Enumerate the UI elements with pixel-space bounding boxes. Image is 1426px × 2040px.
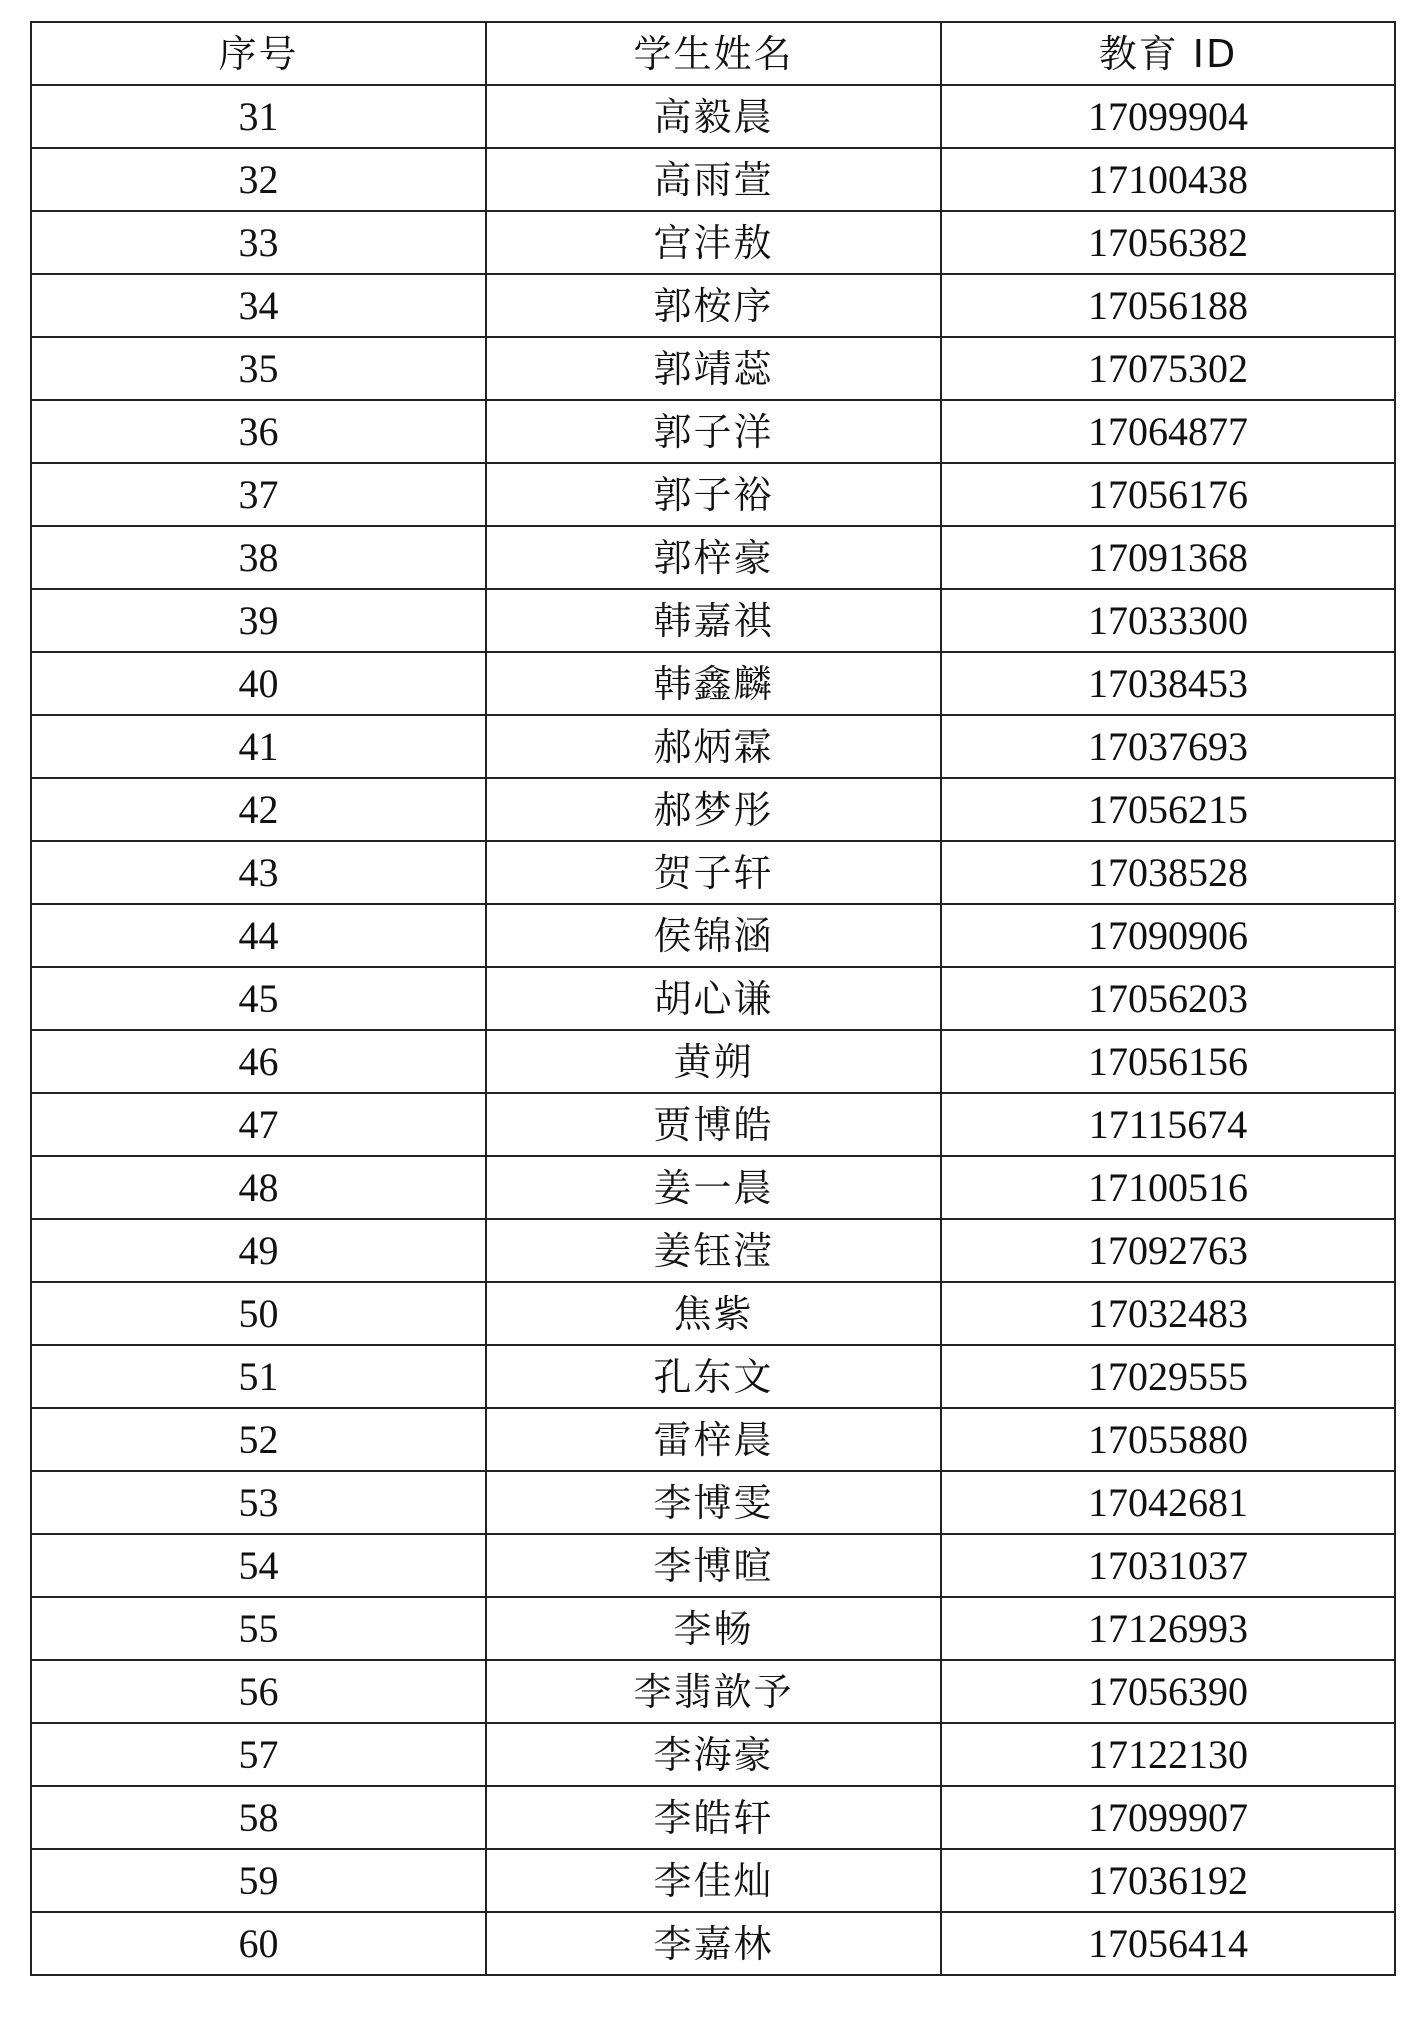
table-row bbox=[31, 967, 1395, 1030]
index-cell: 35 bbox=[31, 337, 486, 400]
table-row bbox=[31, 778, 1395, 841]
index-cell: 56 bbox=[31, 1660, 486, 1723]
table-row bbox=[31, 1723, 1395, 1786]
student-name-cell: 李畅 bbox=[486, 1597, 941, 1660]
index-cell: 33 bbox=[31, 211, 486, 274]
index-cell: 40 bbox=[31, 652, 486, 715]
index-cell: 43 bbox=[31, 841, 486, 904]
student-name-cell: 黄朔 bbox=[486, 1030, 941, 1093]
table-body bbox=[31, 85, 1395, 1975]
index-cell: 39 bbox=[31, 589, 486, 652]
education-id-cell: 17100516 bbox=[941, 1156, 1395, 1219]
student-name-cell: 李博雯 bbox=[486, 1471, 941, 1534]
index-cell: 54 bbox=[31, 1534, 486, 1597]
index-cell: 55 bbox=[31, 1597, 486, 1660]
education-id-cell: 17056176 bbox=[941, 463, 1395, 526]
education-id-cell: 17031037 bbox=[941, 1534, 1395, 1597]
index-cell: 53 bbox=[31, 1471, 486, 1534]
student-name-cell: 高毅晨 bbox=[486, 85, 941, 148]
table-row bbox=[31, 589, 1395, 652]
student-name-cell: 李嘉林 bbox=[486, 1912, 941, 1975]
column-header-education-id: 教育 ID bbox=[941, 22, 1395, 85]
index-cell: 47 bbox=[31, 1093, 486, 1156]
education-id-cell: 17055880 bbox=[941, 1408, 1395, 1471]
education-id-cell: 17056188 bbox=[941, 274, 1395, 337]
table-row bbox=[31, 652, 1395, 715]
education-id-cell: 17056203 bbox=[941, 967, 1395, 1030]
student-name-cell: 郭桉序 bbox=[486, 274, 941, 337]
education-id-cell: 17036192 bbox=[941, 1849, 1395, 1912]
table-row bbox=[31, 1849, 1395, 1912]
index-cell: 60 bbox=[31, 1912, 486, 1975]
student-name-cell: 贺子轩 bbox=[486, 841, 941, 904]
index-cell: 51 bbox=[31, 1345, 486, 1408]
table-row bbox=[31, 1660, 1395, 1723]
index-cell: 41 bbox=[31, 715, 486, 778]
table-row bbox=[31, 148, 1395, 211]
index-cell: 52 bbox=[31, 1408, 486, 1471]
index-cell: 31 bbox=[31, 85, 486, 148]
student-name-cell: 李博暄 bbox=[486, 1534, 941, 1597]
table-row bbox=[31, 463, 1395, 526]
index-cell: 48 bbox=[31, 1156, 486, 1219]
education-id-cell: 17091368 bbox=[941, 526, 1395, 589]
student-name-cell: 侯锦涵 bbox=[486, 904, 941, 967]
student-name-cell: 郭子洋 bbox=[486, 400, 941, 463]
table-row bbox=[31, 85, 1395, 148]
education-id-cell: 17099904 bbox=[941, 85, 1395, 148]
index-cell: 46 bbox=[31, 1030, 486, 1093]
education-id-cell: 17056414 bbox=[941, 1912, 1395, 1975]
index-cell: 32 bbox=[31, 148, 486, 211]
table-row bbox=[31, 841, 1395, 904]
table-row bbox=[31, 1219, 1395, 1282]
education-id-cell: 17075302 bbox=[941, 337, 1395, 400]
student-name-cell: 姜钰滢 bbox=[486, 1219, 941, 1282]
table-row bbox=[31, 1471, 1395, 1534]
education-id-cell: 17126993 bbox=[941, 1597, 1395, 1660]
index-cell: 58 bbox=[31, 1786, 486, 1849]
column-header-index: 序号 bbox=[31, 22, 486, 85]
education-id-cell: 17038453 bbox=[941, 652, 1395, 715]
table-row bbox=[31, 1345, 1395, 1408]
student-name-cell: 郭子裕 bbox=[486, 463, 941, 526]
student-name-cell: 焦紫 bbox=[486, 1282, 941, 1345]
education-id-cell: 17099907 bbox=[941, 1786, 1395, 1849]
student-name-cell: 宫沣敖 bbox=[486, 211, 941, 274]
table-row bbox=[31, 274, 1395, 337]
education-id-cell: 17056156 bbox=[941, 1030, 1395, 1093]
education-id-cell: 17100438 bbox=[941, 148, 1395, 211]
student-name-cell: 高雨萱 bbox=[486, 148, 941, 211]
education-id-cell: 17033300 bbox=[941, 589, 1395, 652]
index-cell: 57 bbox=[31, 1723, 486, 1786]
student-name-cell: 贾博皓 bbox=[486, 1093, 941, 1156]
table-row bbox=[31, 1093, 1395, 1156]
education-id-cell: 17056215 bbox=[941, 778, 1395, 841]
student-name-cell: 郭梓豪 bbox=[486, 526, 941, 589]
table-row bbox=[31, 337, 1395, 400]
student-name-cell: 孔东文 bbox=[486, 1345, 941, 1408]
student-name-cell: 雷梓晨 bbox=[486, 1408, 941, 1471]
education-id-cell: 17115674 bbox=[941, 1093, 1395, 1156]
education-id-cell: 17042681 bbox=[941, 1471, 1395, 1534]
table-row bbox=[31, 1282, 1395, 1345]
column-header-student-name: 学生姓名 bbox=[486, 22, 941, 85]
education-id-cell: 17092763 bbox=[941, 1219, 1395, 1282]
education-id-cell: 17064877 bbox=[941, 400, 1395, 463]
student-roster-table bbox=[30, 21, 1396, 1976]
education-id-cell: 17056382 bbox=[941, 211, 1395, 274]
student-name-cell: 胡心谦 bbox=[486, 967, 941, 1030]
index-cell: 34 bbox=[31, 274, 486, 337]
table-row bbox=[31, 904, 1395, 967]
student-name-cell: 韩鑫麟 bbox=[486, 652, 941, 715]
index-cell: 49 bbox=[31, 1219, 486, 1282]
index-cell: 44 bbox=[31, 904, 486, 967]
table-row bbox=[31, 1030, 1395, 1093]
index-cell: 42 bbox=[31, 778, 486, 841]
header-row bbox=[31, 22, 1395, 85]
index-cell: 37 bbox=[31, 463, 486, 526]
index-cell: 45 bbox=[31, 967, 486, 1030]
table-row bbox=[31, 1912, 1395, 1975]
education-id-cell: 17037693 bbox=[941, 715, 1395, 778]
student-name-cell: 郭靖蕊 bbox=[486, 337, 941, 400]
education-id-cell: 17029555 bbox=[941, 1345, 1395, 1408]
table-row bbox=[31, 211, 1395, 274]
index-cell: 59 bbox=[31, 1849, 486, 1912]
index-cell: 50 bbox=[31, 1282, 486, 1345]
student-name-cell: 韩嘉祺 bbox=[486, 589, 941, 652]
education-id-cell: 17032483 bbox=[941, 1282, 1395, 1345]
table-header bbox=[31, 22, 1395, 85]
table-row bbox=[31, 1534, 1395, 1597]
student-name-cell: 李佳灿 bbox=[486, 1849, 941, 1912]
table-row bbox=[31, 1597, 1395, 1660]
student-name-cell: 郝炳霖 bbox=[486, 715, 941, 778]
student-name-cell: 李海豪 bbox=[486, 1723, 941, 1786]
education-id-cell: 17038528 bbox=[941, 841, 1395, 904]
table-row bbox=[31, 1156, 1395, 1219]
education-id-cell: 17122130 bbox=[941, 1723, 1395, 1786]
table-row bbox=[31, 400, 1395, 463]
student-name-cell: 李皓轩 bbox=[486, 1786, 941, 1849]
student-name-cell: 姜一晨 bbox=[486, 1156, 941, 1219]
table-row bbox=[31, 1786, 1395, 1849]
student-name-cell: 李翡歆予 bbox=[486, 1660, 941, 1723]
table-row bbox=[31, 1408, 1395, 1471]
education-id-cell: 17056390 bbox=[941, 1660, 1395, 1723]
education-id-cell: 17090906 bbox=[941, 904, 1395, 967]
index-cell: 36 bbox=[31, 400, 486, 463]
table-row bbox=[31, 715, 1395, 778]
table-row bbox=[31, 526, 1395, 589]
index-cell: 38 bbox=[31, 526, 486, 589]
student-name-cell: 郝梦彤 bbox=[486, 778, 941, 841]
